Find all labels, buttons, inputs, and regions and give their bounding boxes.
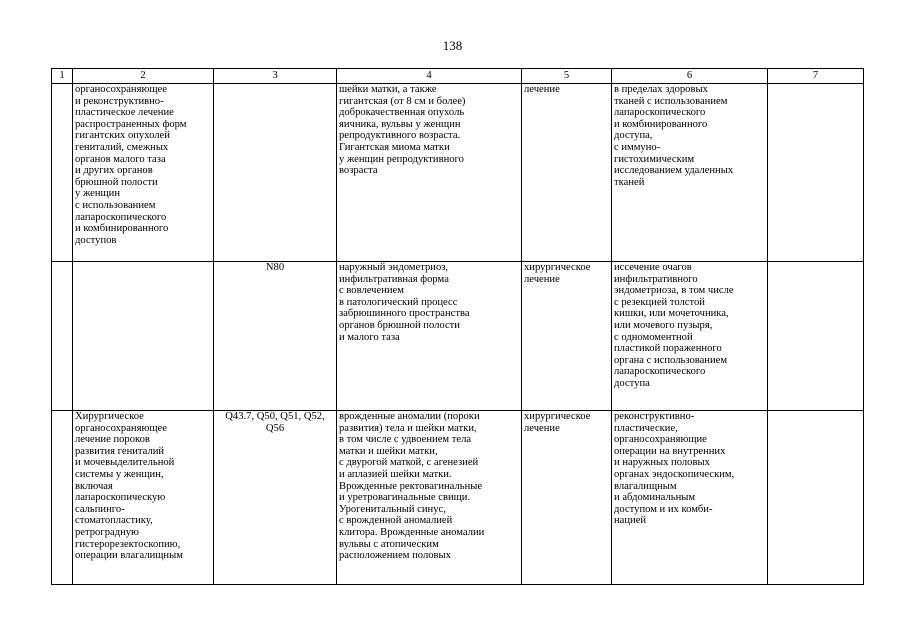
cell-text: хирургическое лечение — [524, 411, 591, 434]
table-header-row — [52, 69, 864, 84]
cell-text: органосохраняющее и реконструктивно- пластическое лечение распространенных форм гигантских опухолей гениталий, смежных органов малого таза и других органов брюшной полости у женщин с использованием лапароскопического и комбинированного доступов — [75, 84, 187, 246]
page-number: 138 — [442, 38, 463, 53]
cell-text: N80 — [265, 262, 285, 273]
diagnosis-code-cell — [214, 84, 337, 262]
treatment-type-cell — [522, 411, 612, 585]
cell-text: иссечение очагов инфильтративного эндометриоза, в том числе с резекцией толстой кишки, или мочеточника, или мочевого пузыря, с одномоментной пластикой пораженного органа с использованием лапароскопического доступа — [614, 262, 734, 389]
patient-model-cell — [337, 84, 522, 262]
cell-text: Q43.7, Q50, Q51, Q52, Q56 — [225, 411, 325, 434]
cost-cell — [768, 262, 864, 411]
column-number-7: 7 — [768, 69, 864, 84]
table-row — [52, 262, 864, 411]
cost-cell — [768, 84, 864, 262]
care-type-cell — [73, 84, 214, 262]
patient-model-cell — [337, 411, 522, 585]
cell-text: наружный эндометриоз, инфильтративная форма с вовлечением в патологический процесс забрюшинного пространства органов брюшной полости и малого таза — [339, 262, 470, 343]
column-number-4: 4 — [337, 69, 522, 84]
row-index-cell — [52, 262, 73, 411]
cell-text: шейки матки, а также гигантская (от 8 см и более) доброкачественная опухоль яичника, вульвы у женщин репродуктивного возраста. Гигантская миома матки у женщин репродуктивного возраста — [339, 84, 466, 177]
care-type-cell — [73, 411, 214, 585]
care-type-cell — [73, 262, 214, 411]
cell-text: Хирургическое органосохраняющее лечение пороков развития гениталий и мочевыделительной системы у женщин, включая лапароскопическую сальпинго- стоматопластику, ретроградную гистерорезектоскопию, операции влагалищным — [75, 411, 183, 562]
treatment-method-cell — [612, 411, 768, 585]
column-number-5: 5 — [522, 69, 612, 84]
cell-text: лечение — [524, 84, 560, 95]
diagnosis-code-cell — [214, 411, 337, 585]
treatment-type-cell — [522, 262, 612, 411]
diagnosis-code-cell — [214, 262, 337, 411]
cell-text: хирургическое лечение — [524, 262, 591, 285]
patient-model-cell — [337, 262, 522, 411]
cell-text: врожденные аномалии (пороки развития) тела и шейки матки, в том числе с удвоением тела матки и шейки матки, с двурогой маткой, с агенезией и аплазией шейки матки. Врожденные ректовагинальные и уретровагинальные свищи. Урогенитальный синус, с врожденной аномалией клитора. Врожденные аномалии вульвы с атопическим расположением половых — [339, 411, 485, 562]
cost-cell — [768, 411, 864, 585]
cell-text: реконструктивно- пластические, органосохраняющие операции на внутренних и наружных половых органах эндоскопическим, влагалищным и абдоминальным доступом и их комби- нацией — [614, 411, 735, 527]
column-number-3: 3 — [214, 69, 337, 84]
procedures-table — [51, 68, 864, 585]
column-number-6: 6 — [612, 69, 768, 84]
column-number-2: 2 — [73, 69, 214, 84]
row-index-cell — [52, 411, 73, 585]
table-row — [52, 411, 864, 585]
column-number-1: 1 — [52, 69, 73, 84]
treatment-method-cell — [612, 262, 768, 411]
cell-text: в пределах здоровых тканей с использованием лапароскопического и комбинированного доступа, с иммуно- гистохимическим исследованием удаленных тканей — [614, 84, 734, 188]
treatment-type-cell — [522, 84, 612, 262]
row-index-cell — [52, 84, 73, 262]
table-row — [52, 84, 864, 262]
treatment-method-cell — [612, 84, 768, 262]
